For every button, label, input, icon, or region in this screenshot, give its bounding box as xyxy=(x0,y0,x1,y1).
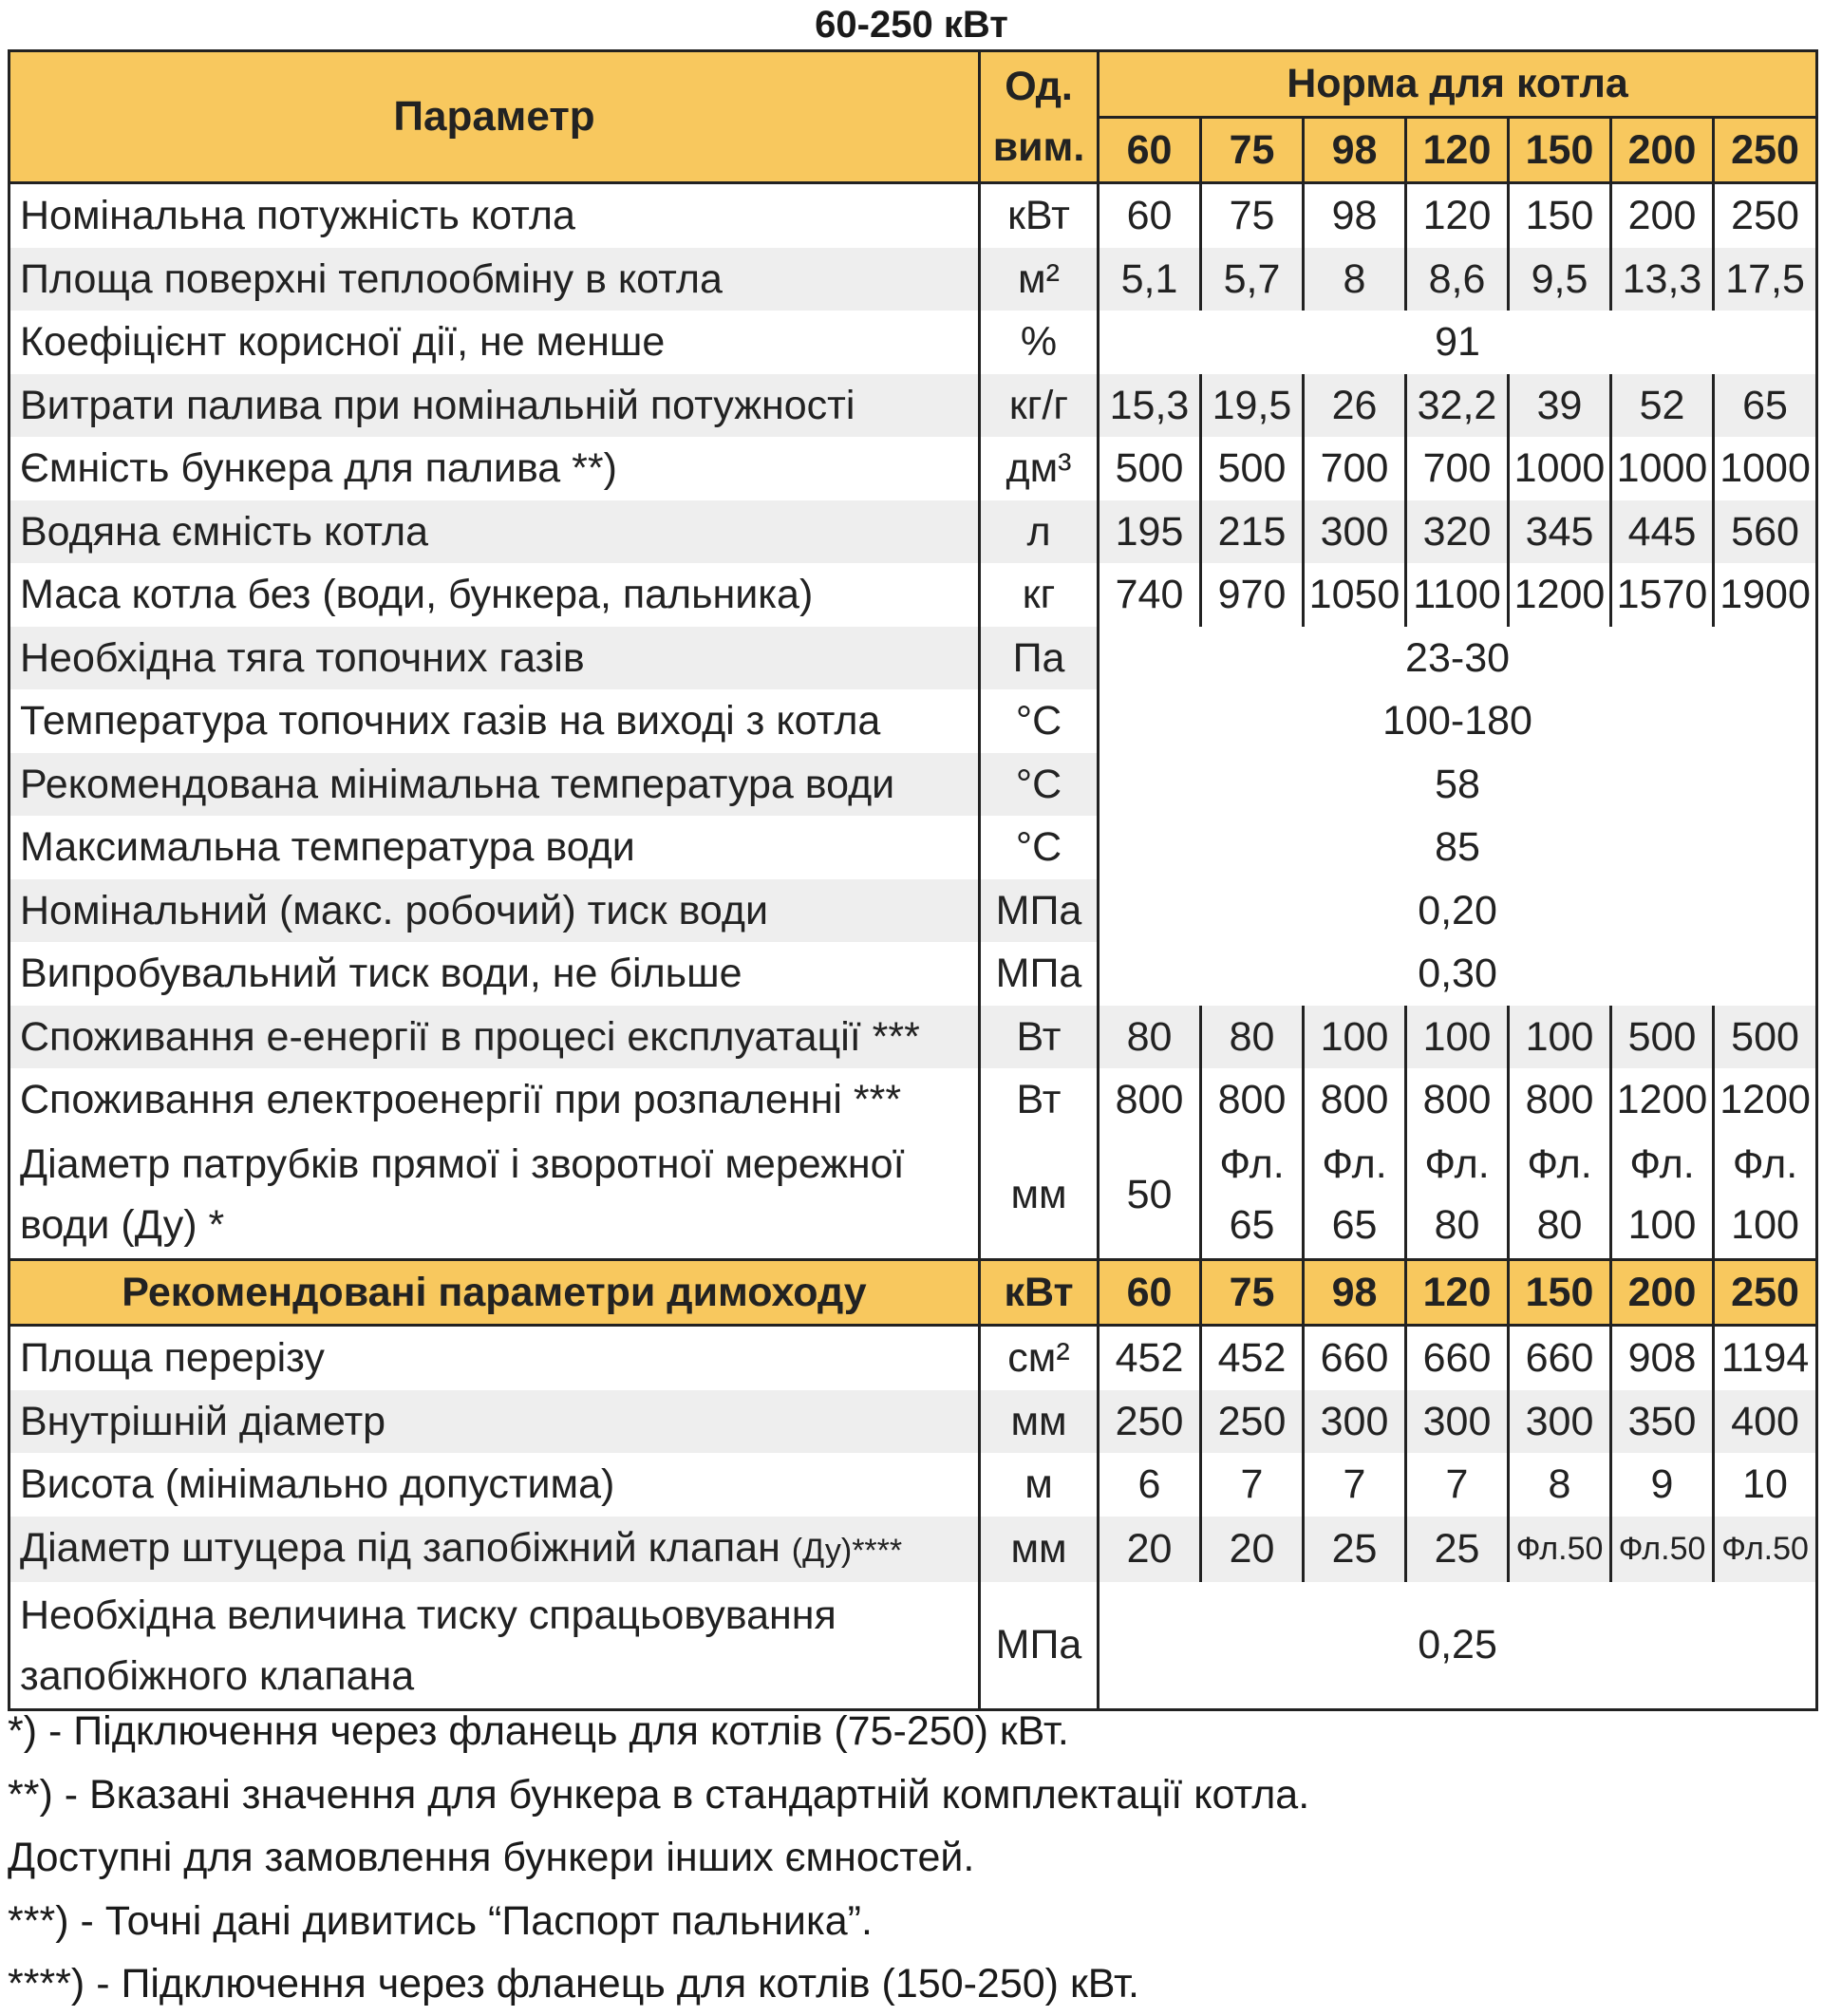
chimney-model: 200 xyxy=(1611,1259,1714,1326)
row-value: 345 xyxy=(1509,500,1611,564)
row-value: 740 xyxy=(1099,563,1201,627)
header-unit-line1: Од. xyxy=(1005,64,1073,109)
row-value: 10 xyxy=(1714,1453,1817,1517)
row-parameter-line2: запобіжного клапана xyxy=(20,1652,415,1699)
row-value-line2: 100 xyxy=(1731,1202,1799,1248)
row-unit: мм xyxy=(980,1517,1099,1583)
row-value: 32,2 xyxy=(1406,374,1509,438)
chimney-model: 120 xyxy=(1406,1259,1509,1326)
row-value: 800 xyxy=(1304,1068,1406,1132)
table-row xyxy=(9,248,1817,311)
row-parameter: Ємність бункера для палива **) xyxy=(9,437,980,500)
row-value xyxy=(1509,1132,1611,1260)
row-value: 970 xyxy=(1201,563,1304,627)
row-unit: м² xyxy=(980,248,1099,311)
row-value xyxy=(1406,1132,1509,1260)
row-value-line1: Фл. xyxy=(1629,1141,1695,1187)
row-value: 250 xyxy=(1714,183,1817,248)
row-unit: °С xyxy=(980,689,1099,753)
row-parameter: Маса котла без (води, бункера, пальника) xyxy=(9,563,980,627)
row-unit: Вт xyxy=(980,1006,1099,1069)
row-value: 6 xyxy=(1099,1453,1201,1517)
row-value: 0,20 xyxy=(1099,879,1817,943)
row-parameter xyxy=(9,1132,980,1260)
row-value: 19,5 xyxy=(1201,374,1304,438)
row-unit: МПа xyxy=(980,942,1099,1006)
row-parameter: Температура топочних газів на виході з котла xyxy=(9,689,980,753)
row-value: 80 xyxy=(1201,1006,1304,1069)
chimney-model: 150 xyxy=(1509,1259,1611,1326)
table-row xyxy=(9,1326,1817,1390)
row-value: 26 xyxy=(1304,374,1406,438)
row-value: 15,3 xyxy=(1099,374,1201,438)
row-unit: % xyxy=(980,311,1099,374)
row-parameter: Номінальна потужність котла xyxy=(9,183,980,248)
row-value-line2: 80 xyxy=(1536,1202,1583,1248)
row-value: 50 xyxy=(1099,1132,1201,1260)
row-value: 1000 xyxy=(1714,437,1817,500)
row-value: 52 xyxy=(1611,374,1714,438)
table-row xyxy=(9,816,1817,879)
row-value: 25 xyxy=(1406,1517,1509,1583)
row-value: 65 xyxy=(1714,374,1817,438)
row-parameter-small: (Ду)**** xyxy=(791,1532,903,1569)
row-value: 0,25 xyxy=(1099,1582,1817,1710)
row-value-line1: Фл. xyxy=(1527,1141,1592,1187)
row-value-line1: Фл. xyxy=(1219,1141,1285,1187)
row-value: Фл.50 xyxy=(1509,1517,1611,1583)
header-norm: Норма для котла xyxy=(1099,51,1817,118)
row-unit: Па xyxy=(980,627,1099,690)
row-value: 8 xyxy=(1509,1453,1611,1517)
row-value: 1100 xyxy=(1406,563,1509,627)
row-value: 1200 xyxy=(1509,563,1611,627)
table-row xyxy=(9,1390,1817,1454)
row-unit: см² xyxy=(980,1326,1099,1390)
row-parameter xyxy=(9,1517,980,1583)
row-parameter: Максимальна температура води xyxy=(9,816,980,879)
row-value: 350 xyxy=(1611,1390,1714,1454)
row-value: 98 xyxy=(1304,183,1406,248)
row-value: 9,5 xyxy=(1509,248,1611,311)
row-unit: кВт xyxy=(980,183,1099,248)
table-row xyxy=(9,437,1817,500)
row-parameter: Внутрішній діаметр xyxy=(9,1390,980,1454)
row-value xyxy=(1201,1132,1304,1260)
row-value: 5,7 xyxy=(1201,248,1304,311)
row-value: 20 xyxy=(1099,1517,1201,1583)
row-parameter: Коефіцієнт корисної дії, не менше xyxy=(9,311,980,374)
row-value: 1200 xyxy=(1714,1068,1817,1132)
row-unit: МПа xyxy=(980,879,1099,943)
row-value: 800 xyxy=(1201,1068,1304,1132)
row-value: 800 xyxy=(1099,1068,1201,1132)
row-value: 700 xyxy=(1304,437,1406,500)
chimney-unit: кВт xyxy=(980,1259,1099,1326)
row-value: 500 xyxy=(1714,1006,1817,1069)
row-value: 500 xyxy=(1611,1006,1714,1069)
row-parameter xyxy=(9,1582,980,1710)
footnote: ***) - Точні дані дивитись “Паспорт пальника”. xyxy=(8,1897,873,1944)
table-row xyxy=(9,1517,1817,1583)
footnote: **) - Вказані значення для бункера в стандартній комплектації котла. xyxy=(8,1771,1310,1818)
row-value-line1: Фл. xyxy=(1732,1141,1798,1187)
row-value: 39 xyxy=(1509,374,1611,438)
header-unit xyxy=(980,51,1099,183)
row-value: 1000 xyxy=(1509,437,1611,500)
table-header xyxy=(9,51,1817,118)
row-value: 660 xyxy=(1304,1326,1406,1390)
table-row xyxy=(9,563,1817,627)
row-unit: мм xyxy=(980,1132,1099,1260)
row-value: 120 xyxy=(1406,183,1509,248)
row-parameter: Висота (мінімально допустима) xyxy=(9,1453,980,1517)
row-parameter-main: Діаметр штуцера під запобіжний клапан xyxy=(20,1524,792,1571)
row-value: 215 xyxy=(1201,500,1304,564)
row-value: 58 xyxy=(1099,753,1817,817)
row-value: 7 xyxy=(1201,1453,1304,1517)
row-value: 800 xyxy=(1509,1068,1611,1132)
row-value-line2: 80 xyxy=(1434,1202,1480,1248)
row-value: 7 xyxy=(1304,1453,1406,1517)
table-row xyxy=(9,374,1817,438)
row-value: 75 xyxy=(1201,183,1304,248)
row-unit: л xyxy=(980,500,1099,564)
row-value-line2: 100 xyxy=(1627,1202,1697,1248)
row-parameter: Площа перерізу xyxy=(9,1326,980,1390)
table-row xyxy=(9,500,1817,564)
row-value: 452 xyxy=(1099,1326,1201,1390)
row-value: 80 xyxy=(1099,1006,1201,1069)
table-row xyxy=(9,689,1817,753)
row-value: 13,3 xyxy=(1611,248,1714,311)
row-value: 800 xyxy=(1406,1068,1509,1132)
row-value: 400 xyxy=(1714,1390,1817,1454)
row-unit: м xyxy=(980,1453,1099,1517)
footnote: *) - Підключення через фланець для котлів (75-250) кВт. xyxy=(8,1708,1069,1754)
row-value xyxy=(1714,1132,1817,1260)
row-value: 5,1 xyxy=(1099,248,1201,311)
row-value: 300 xyxy=(1509,1390,1611,1454)
row-value: 700 xyxy=(1406,437,1509,500)
table-row xyxy=(9,1068,1817,1132)
row-parameter: Споживання е-енергії в процесі експлуатації *** xyxy=(9,1006,980,1069)
row-value: 200 xyxy=(1611,183,1714,248)
chimney-section-header xyxy=(9,1259,1817,1326)
row-value xyxy=(1611,1132,1714,1260)
row-value: 91 xyxy=(1099,311,1817,374)
table-row xyxy=(9,183,1817,248)
row-value: 100-180 xyxy=(1099,689,1817,753)
row-value: 85 xyxy=(1099,816,1817,879)
row-value: 25 xyxy=(1304,1517,1406,1583)
row-unit: °С xyxy=(980,753,1099,817)
row-unit: °С xyxy=(980,816,1099,879)
row-unit: кг xyxy=(980,563,1099,627)
footnote: ****) - Підключення через фланець для котлів (150-250) кВт. xyxy=(8,1961,1139,2007)
header-model: 150 xyxy=(1509,117,1611,183)
row-unit: мм xyxy=(980,1390,1099,1454)
row-value: 445 xyxy=(1611,500,1714,564)
row-value: Фл.50 xyxy=(1611,1517,1714,1583)
row-value: 20 xyxy=(1201,1517,1304,1583)
row-parameter: Площа поверхні теплообміну в котла xyxy=(9,248,980,311)
row-value: 8,6 xyxy=(1406,248,1509,311)
row-value: 150 xyxy=(1509,183,1611,248)
chimney-model: 75 xyxy=(1201,1259,1304,1326)
header-model: 200 xyxy=(1611,117,1714,183)
chimney-model: 250 xyxy=(1714,1259,1817,1326)
header-model: 98 xyxy=(1304,117,1406,183)
row-unit: Вт xyxy=(980,1068,1099,1132)
row-parameter-line1: Необхідна величина тиску спрацьовування xyxy=(20,1592,836,1638)
table-row xyxy=(9,311,1817,374)
row-value: 500 xyxy=(1099,437,1201,500)
row-value: 17,5 xyxy=(1714,248,1817,311)
row-parameter-line1: Діаметр патрубків прямої і зворотної мережної xyxy=(20,1141,905,1187)
row-value: 908 xyxy=(1611,1326,1714,1390)
row-value: 60 xyxy=(1099,183,1201,248)
table-row xyxy=(9,1006,1817,1069)
row-value: 8 xyxy=(1304,248,1406,311)
header-unit-line2: вим. xyxy=(992,124,1085,170)
row-unit: дм³ xyxy=(980,437,1099,500)
row-value: 250 xyxy=(1201,1390,1304,1454)
row-value: 560 xyxy=(1714,500,1817,564)
table-row xyxy=(9,1132,1817,1260)
page-title: 60-250 кВт xyxy=(815,4,1008,46)
header-model: 120 xyxy=(1406,117,1509,183)
row-value: 500 xyxy=(1201,437,1304,500)
row-parameter: Необхідна тяга топочних газів xyxy=(9,627,980,690)
row-value: 1050 xyxy=(1304,563,1406,627)
row-value: 250 xyxy=(1099,1390,1201,1454)
chimney-model: 60 xyxy=(1099,1259,1201,1326)
row-value: 100 xyxy=(1304,1006,1406,1069)
table-row xyxy=(9,753,1817,817)
row-value: 300 xyxy=(1304,500,1406,564)
row-value: 300 xyxy=(1304,1390,1406,1454)
row-value-line1: Фл. xyxy=(1322,1141,1387,1187)
row-value: 0,30 xyxy=(1099,942,1817,1006)
row-value-line2: 65 xyxy=(1331,1202,1378,1248)
row-value: Фл.50 xyxy=(1714,1517,1817,1583)
table-row xyxy=(9,879,1817,943)
table-row xyxy=(9,1453,1817,1517)
row-parameter: Рекомендована мінімальна температура води xyxy=(9,753,980,817)
row-value: 23-30 xyxy=(1099,627,1817,690)
chimney-model: 98 xyxy=(1304,1259,1406,1326)
row-value: 1200 xyxy=(1611,1068,1714,1132)
row-value: 660 xyxy=(1509,1326,1611,1390)
row-parameter: Номінальний (макс. робочий) тиск води xyxy=(9,879,980,943)
row-parameter: Випробувальний тиск води, не більше xyxy=(9,942,980,1006)
row-value: 9 xyxy=(1611,1453,1714,1517)
table-row xyxy=(9,627,1817,690)
row-parameter-line2: води (Ду) * xyxy=(20,1202,225,1248)
row-value: 1570 xyxy=(1611,563,1714,627)
row-value: 452 xyxy=(1201,1326,1304,1390)
chimney-title: Рекомендовані параметри димоходу xyxy=(9,1259,980,1326)
table-row xyxy=(9,1582,1817,1710)
header-model: 75 xyxy=(1201,117,1304,183)
row-value: 1900 xyxy=(1714,563,1817,627)
row-value: 7 xyxy=(1406,1453,1509,1517)
row-value: 100 xyxy=(1406,1006,1509,1069)
row-value xyxy=(1304,1132,1406,1260)
row-value: 320 xyxy=(1406,500,1509,564)
row-value: 195 xyxy=(1099,500,1201,564)
row-parameter: Споживання електроенергії при розпаленні *** xyxy=(9,1068,980,1132)
row-value-line1: Фл. xyxy=(1424,1141,1490,1187)
table-row xyxy=(9,942,1817,1006)
footnote: Доступні для замовлення бункери інших ємностей. xyxy=(8,1835,975,1880)
header-parameter: Параметр xyxy=(9,51,980,183)
footnotes xyxy=(8,1700,1815,2016)
row-parameter: Водяна ємність котла xyxy=(9,500,980,564)
specification-table xyxy=(8,49,1818,1711)
header-model: 250 xyxy=(1714,117,1817,183)
row-parameter: Витрати палива при номінальній потужності xyxy=(9,374,980,438)
row-value: 1194 xyxy=(1714,1326,1817,1390)
row-value: 300 xyxy=(1406,1390,1509,1454)
row-value-line2: 65 xyxy=(1229,1202,1275,1248)
row-value: 100 xyxy=(1509,1006,1611,1069)
row-value: 1000 xyxy=(1611,437,1714,500)
header-model: 60 xyxy=(1099,117,1201,183)
row-unit: кг/г xyxy=(980,374,1099,438)
row-unit: МПа xyxy=(980,1582,1099,1710)
row-value: 660 xyxy=(1406,1326,1509,1390)
